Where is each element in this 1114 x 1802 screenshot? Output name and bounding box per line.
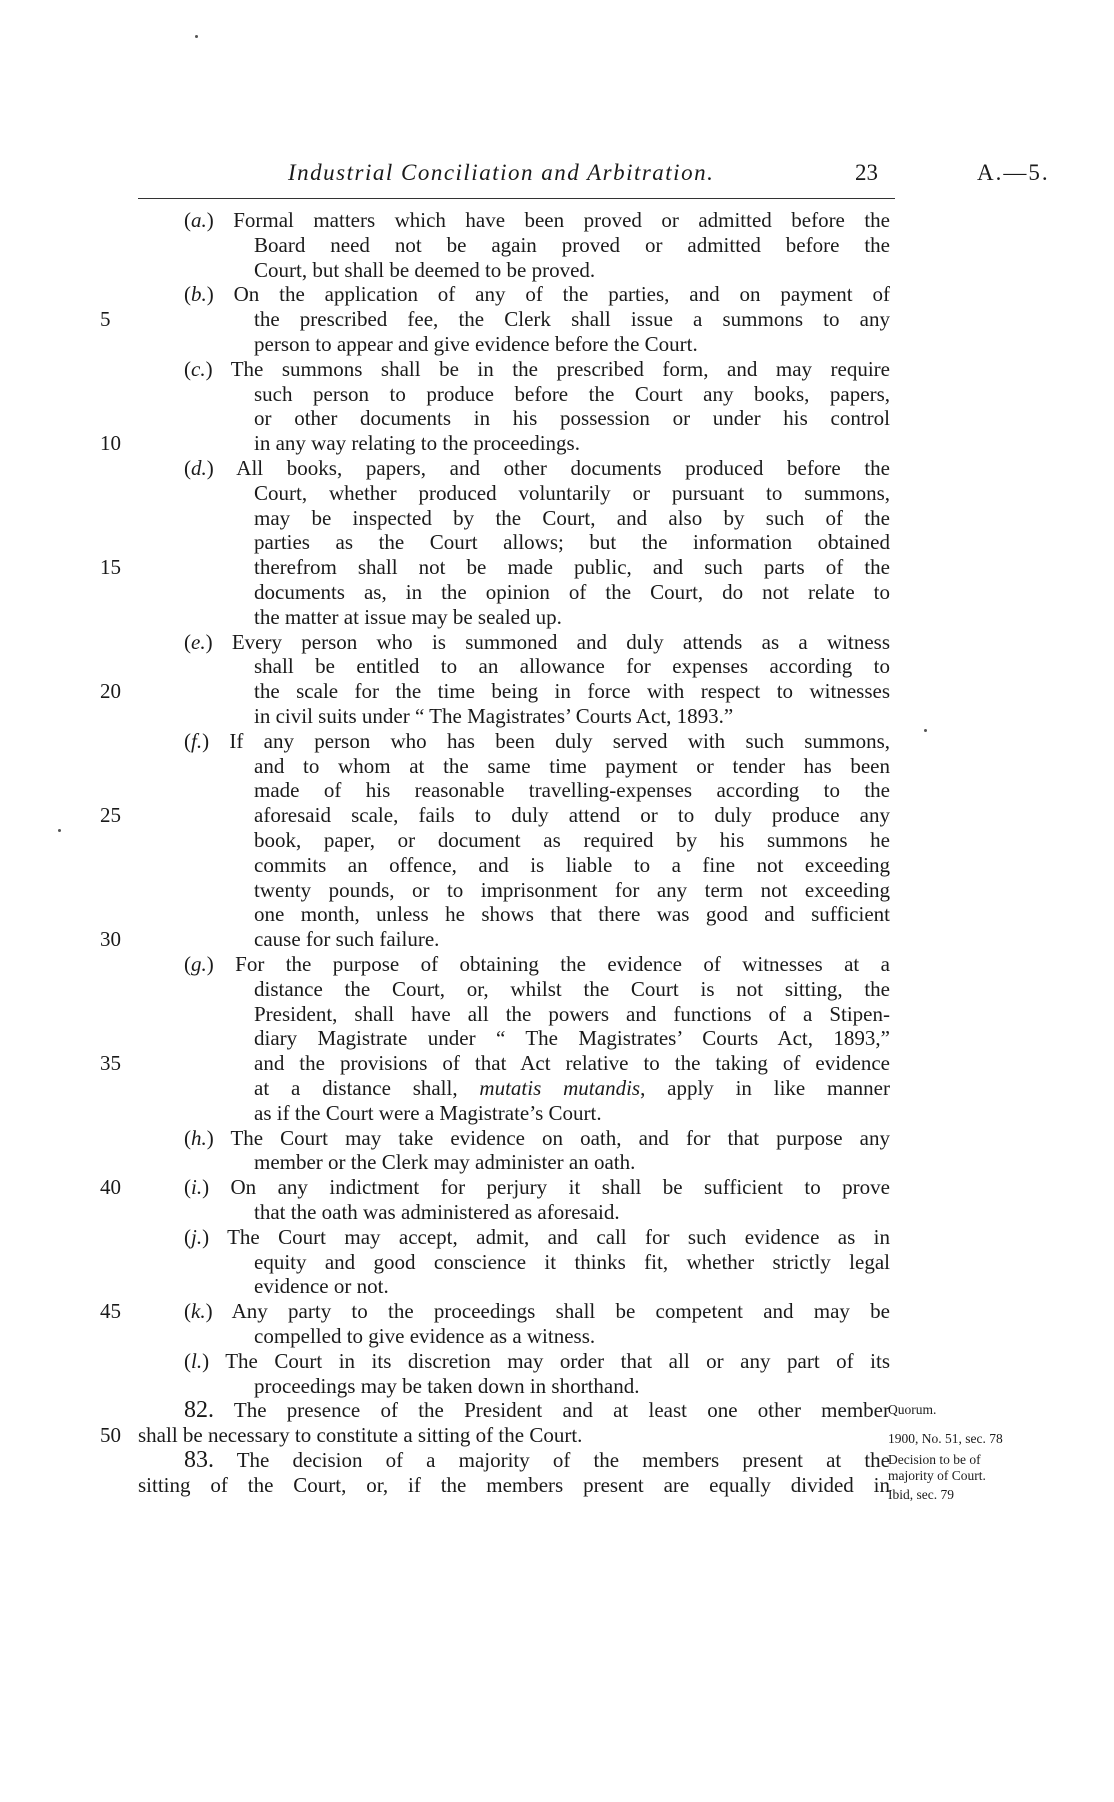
body-line: in any way relating to the proceedings. [254,431,580,456]
body-line: made of his reasonable travelling-expenses according to the [254,778,890,803]
body-line: cause for such failure. [254,927,440,952]
marginal-note: Decision to be of [888,1452,981,1467]
body-line: (l.) The Court in its discretion may order that all or any part of its [184,1348,890,1373]
body-line: and to whom at the same time payment or tender has been [254,753,890,778]
body-line: documents as, in the opinion of the Court, do not relate to [254,580,890,604]
body-line: (f.) If any person who has been duly served with such summons, [184,728,890,753]
body-line: Board need not be again proved or admitted before the [254,232,890,257]
body-line: one month, unless he shows that there was good and sufficient [254,902,890,927]
body-line: Court, but shall be deemed to be proved. [254,257,596,282]
margin-line-number: 20 [100,679,121,704]
body-line: (d.) All books, papers, and other documents produced before the [184,456,890,480]
body-line: equity and good conscience it thinks fit, whether strictly legal [254,1249,890,1274]
print-speck [58,829,61,832]
body-line: the prescribed fee, the Clerk shall issue a summons to any [254,307,890,332]
body-line: book, paper, or document as required by his summons he [254,828,890,852]
marginal-note: 1900, No. 51, sec. 78 [888,1430,1003,1446]
paper-reference: A.—5. [977,160,1050,185]
body-line: therefrom shall not be made public, and such parts of the [254,555,890,580]
body-line: Court, whether produced voluntarily or pursuant to summons, [254,480,890,505]
body-line: 83. The decision of a majority of the members present at the [184,1447,890,1473]
marginal-note: Ibid, sec. 79 [888,1486,954,1502]
header-rule [138,198,895,199]
body-line: and the provisions of that Act relative to the taking of evidence [254,1051,890,1076]
margin-line-number: 25 [100,803,121,828]
margin-line-number: 40 [100,1175,121,1200]
body-line: (h.) The Court may take evidence on oath, and for that purpose any [184,1125,890,1150]
margin-line-number: 10 [100,431,121,456]
body-line: (c.) The summons shall be in the prescribed form, and may require [184,356,890,381]
body-line: at a distance shall, mutatis mutandis, apply in like manner [254,1076,890,1100]
body-line: aforesaid scale, fails to duly attend or to duly produce any [254,803,890,828]
margin-line-number: 45 [100,1299,121,1324]
margin-line-number: 50 [100,1423,121,1448]
body-line: evidence or not. [254,1274,389,1299]
running-header-title: Industrial Conciliation and Arbitration. [288,160,715,185]
body-line: parties as the Court allows; but the information obtained [254,530,890,555]
body-line: such person to produce before the Court any books, papers, [254,381,890,406]
print-speck [195,35,198,38]
body-line: (e.) Every person who is summoned and duly attends as a witness [184,629,890,654]
body-line: distance the Court, or, whilst the Court is not sitting, the [254,976,890,1001]
body-line: proceedings may be taken down in shorthand. [254,1373,640,1398]
body-line: that the oath was administered as aforesaid. [254,1200,620,1224]
body-line: member or the Clerk may administer an oath. [254,1150,636,1175]
body-line: 82. The presence of the President and at least one other member [184,1397,890,1424]
body-line: (k.) Any party to the proceedings shall be competent and may be [184,1299,890,1324]
body-line: diary Magistrate under “ The Magistrates’ Courts Act, 1893,” [254,1026,890,1051]
margin-line-number: 15 [100,555,121,580]
page-number: 23 [855,160,878,185]
margin-line-number: 30 [100,927,121,952]
body-line: (j.) The Court may accept, admit, and call for such evidence as in [184,1224,890,1249]
marginal-note: Quorum. [888,1402,937,1418]
body-line: as if the Court were a Magistrate’s Court. [254,1100,602,1125]
margin-line-number: 5 [100,307,111,332]
print-speck [924,729,927,732]
marginal-note: majority of Court. [888,1468,986,1484]
body-line: sitting of the Court, or, if the members present are equally divided in [138,1472,890,1497]
body-line: person to appear and give evidence before the Court. [254,332,698,356]
body-line: (a.) Formal matters which have been proved or admitted before the [184,208,890,232]
body-line: (b.) On the application of any of the parties, and on payment of [184,282,890,307]
body-line: President, shall have all the powers and functions of a Stipen- [254,1001,890,1026]
body-line: shall be entitled to an allowance for expenses according to [254,654,890,679]
body-line: (g.) For the purpose of obtaining the evidence of witnesses at a [184,952,890,976]
body-line: compelled to give evidence as a witness. [254,1324,596,1348]
body-line: shall be necessary to constitute a sitting of the Court. [138,1423,583,1448]
body-line: may be inspected by the Court, and also by such of the [254,505,890,530]
body-line: twenty pounds, or to imprisonment for any term not exceeding [254,877,890,902]
body-line: commits an offence, and is liable to a fine not exceeding [254,852,890,877]
body-line: or other documents in his possession or under his control [254,406,890,431]
body-line: in civil suits under “ The Magistrates’ Courts Act, 1893.” [254,704,734,728]
body-line: the matter at issue may be sealed up. [254,604,562,629]
body-line: the scale for the time being in force with respect to witnesses [254,679,890,704]
margin-line-number: 35 [100,1051,121,1076]
body-line: (i.) On any indictment for perjury it shall be sufficient to prove [184,1175,890,1200]
